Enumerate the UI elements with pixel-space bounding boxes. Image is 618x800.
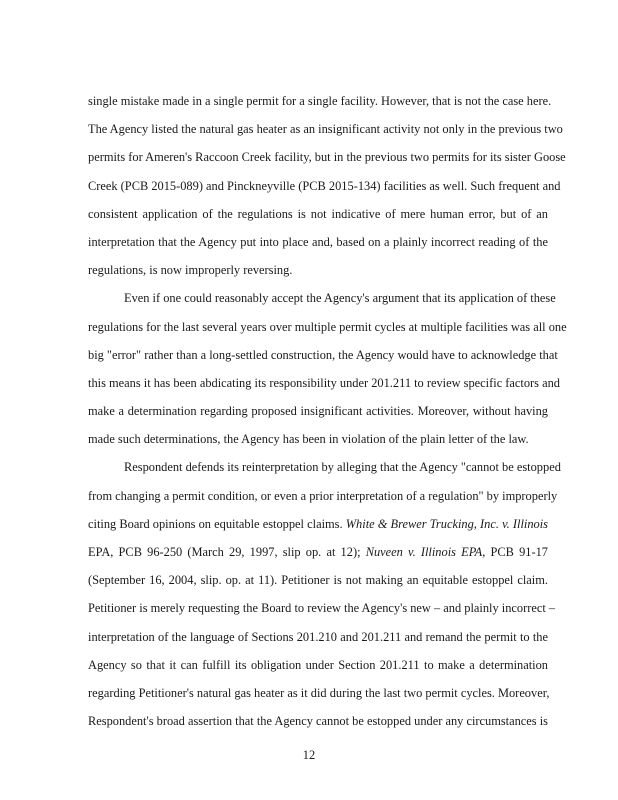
- text-segment: , PCB 91-17: [482, 545, 548, 559]
- text-line: this means it has been abdicating its responsibility under 201.211 to review specific factors and: [88, 375, 560, 390]
- text-line: interpretation that the Agency put into place and, based on a plainly incorrect reading of the: [88, 234, 548, 249]
- paragraph-3: [88, 453, 561, 735]
- text-segment: EPA, PCB 96-250 (March 29, 1997, slip op. at 12);: [88, 545, 366, 559]
- body-text: [88, 87, 567, 735]
- text-line: single mistake made in a single permit for a single facility. However, that is not the case here.: [88, 94, 552, 108]
- paragraph-2: [88, 284, 567, 453]
- text-line: big "error" rather than a long-settled construction, the Agency would have to acknowledge that: [88, 347, 558, 362]
- text-line: Respondent's broad assertion that the Agency cannot be estopped under any circumstances is: [88, 714, 548, 729]
- page-number: 12: [302, 748, 316, 762]
- text-line: [88, 510, 548, 538]
- text-line: Creek (PCB 2015-089) and Pinckneyville (PCB 2015-134) facilities as well. Such frequent and: [88, 178, 561, 193]
- text-line: consistent application of the regulations is not indicative of mere human error, but of an: [88, 206, 548, 221]
- text-line: regarding Petitioner's natural gas heater as it did during the last two permit cycles. Moreover,: [88, 685, 550, 700]
- case-citation: White & Brewer Trucking, Inc. v. Illinois: [345, 516, 549, 531]
- text-line: regulations for the last several years over multiple permit cycles at multiple facilities was all one: [88, 319, 567, 334]
- text-segment: citing Board opinions on equitable estoppel claims.: [88, 516, 346, 531]
- text-line: permits for Ameren's Raccoon Creek facility, but in the previous two permits for its sister Goose: [88, 150, 566, 165]
- text-line: Respondent defends its reinterpretation by alleging that the Agency "cannot be estopped: [124, 460, 561, 475]
- text-line: Agency so that it can fulfill its obligation under Section 201.211 to make a determination: [88, 657, 548, 672]
- text-line: [88, 538, 548, 566]
- case-citation: Nuveen v. Illinois EPA: [365, 545, 483, 559]
- text-line: The Agency listed the natural gas heater as an insignificant activity not only in the previous two: [88, 122, 563, 137]
- text-line: from changing a permit condition, or even a prior interpretation of a regulation" by improperly: [88, 488, 558, 503]
- text-line: made such determinations, the Agency has been in violation of the plain letter of the law.: [88, 432, 529, 447]
- paragraph-1: [88, 87, 566, 284]
- text-line: (September 16, 2004, slip. op. at 11). Petitioner is not making an equitable estoppel claim.: [88, 573, 548, 588]
- text-line: interpretation of the language of Sections 201.210 and 201.211 and remand the permit to the: [88, 629, 548, 644]
- text-line: make a determination regarding proposed insignificant activities. Moreover, without having: [88, 404, 548, 419]
- text-line: Even if one could reasonably accept the Agency's argument that its application of these: [124, 291, 556, 306]
- text-line: regulations, is now improperly reversing.: [88, 263, 293, 278]
- text-line: Petitioner is merely requesting the Board to review the Agency's new – and plainly incorrect –: [88, 601, 556, 616]
